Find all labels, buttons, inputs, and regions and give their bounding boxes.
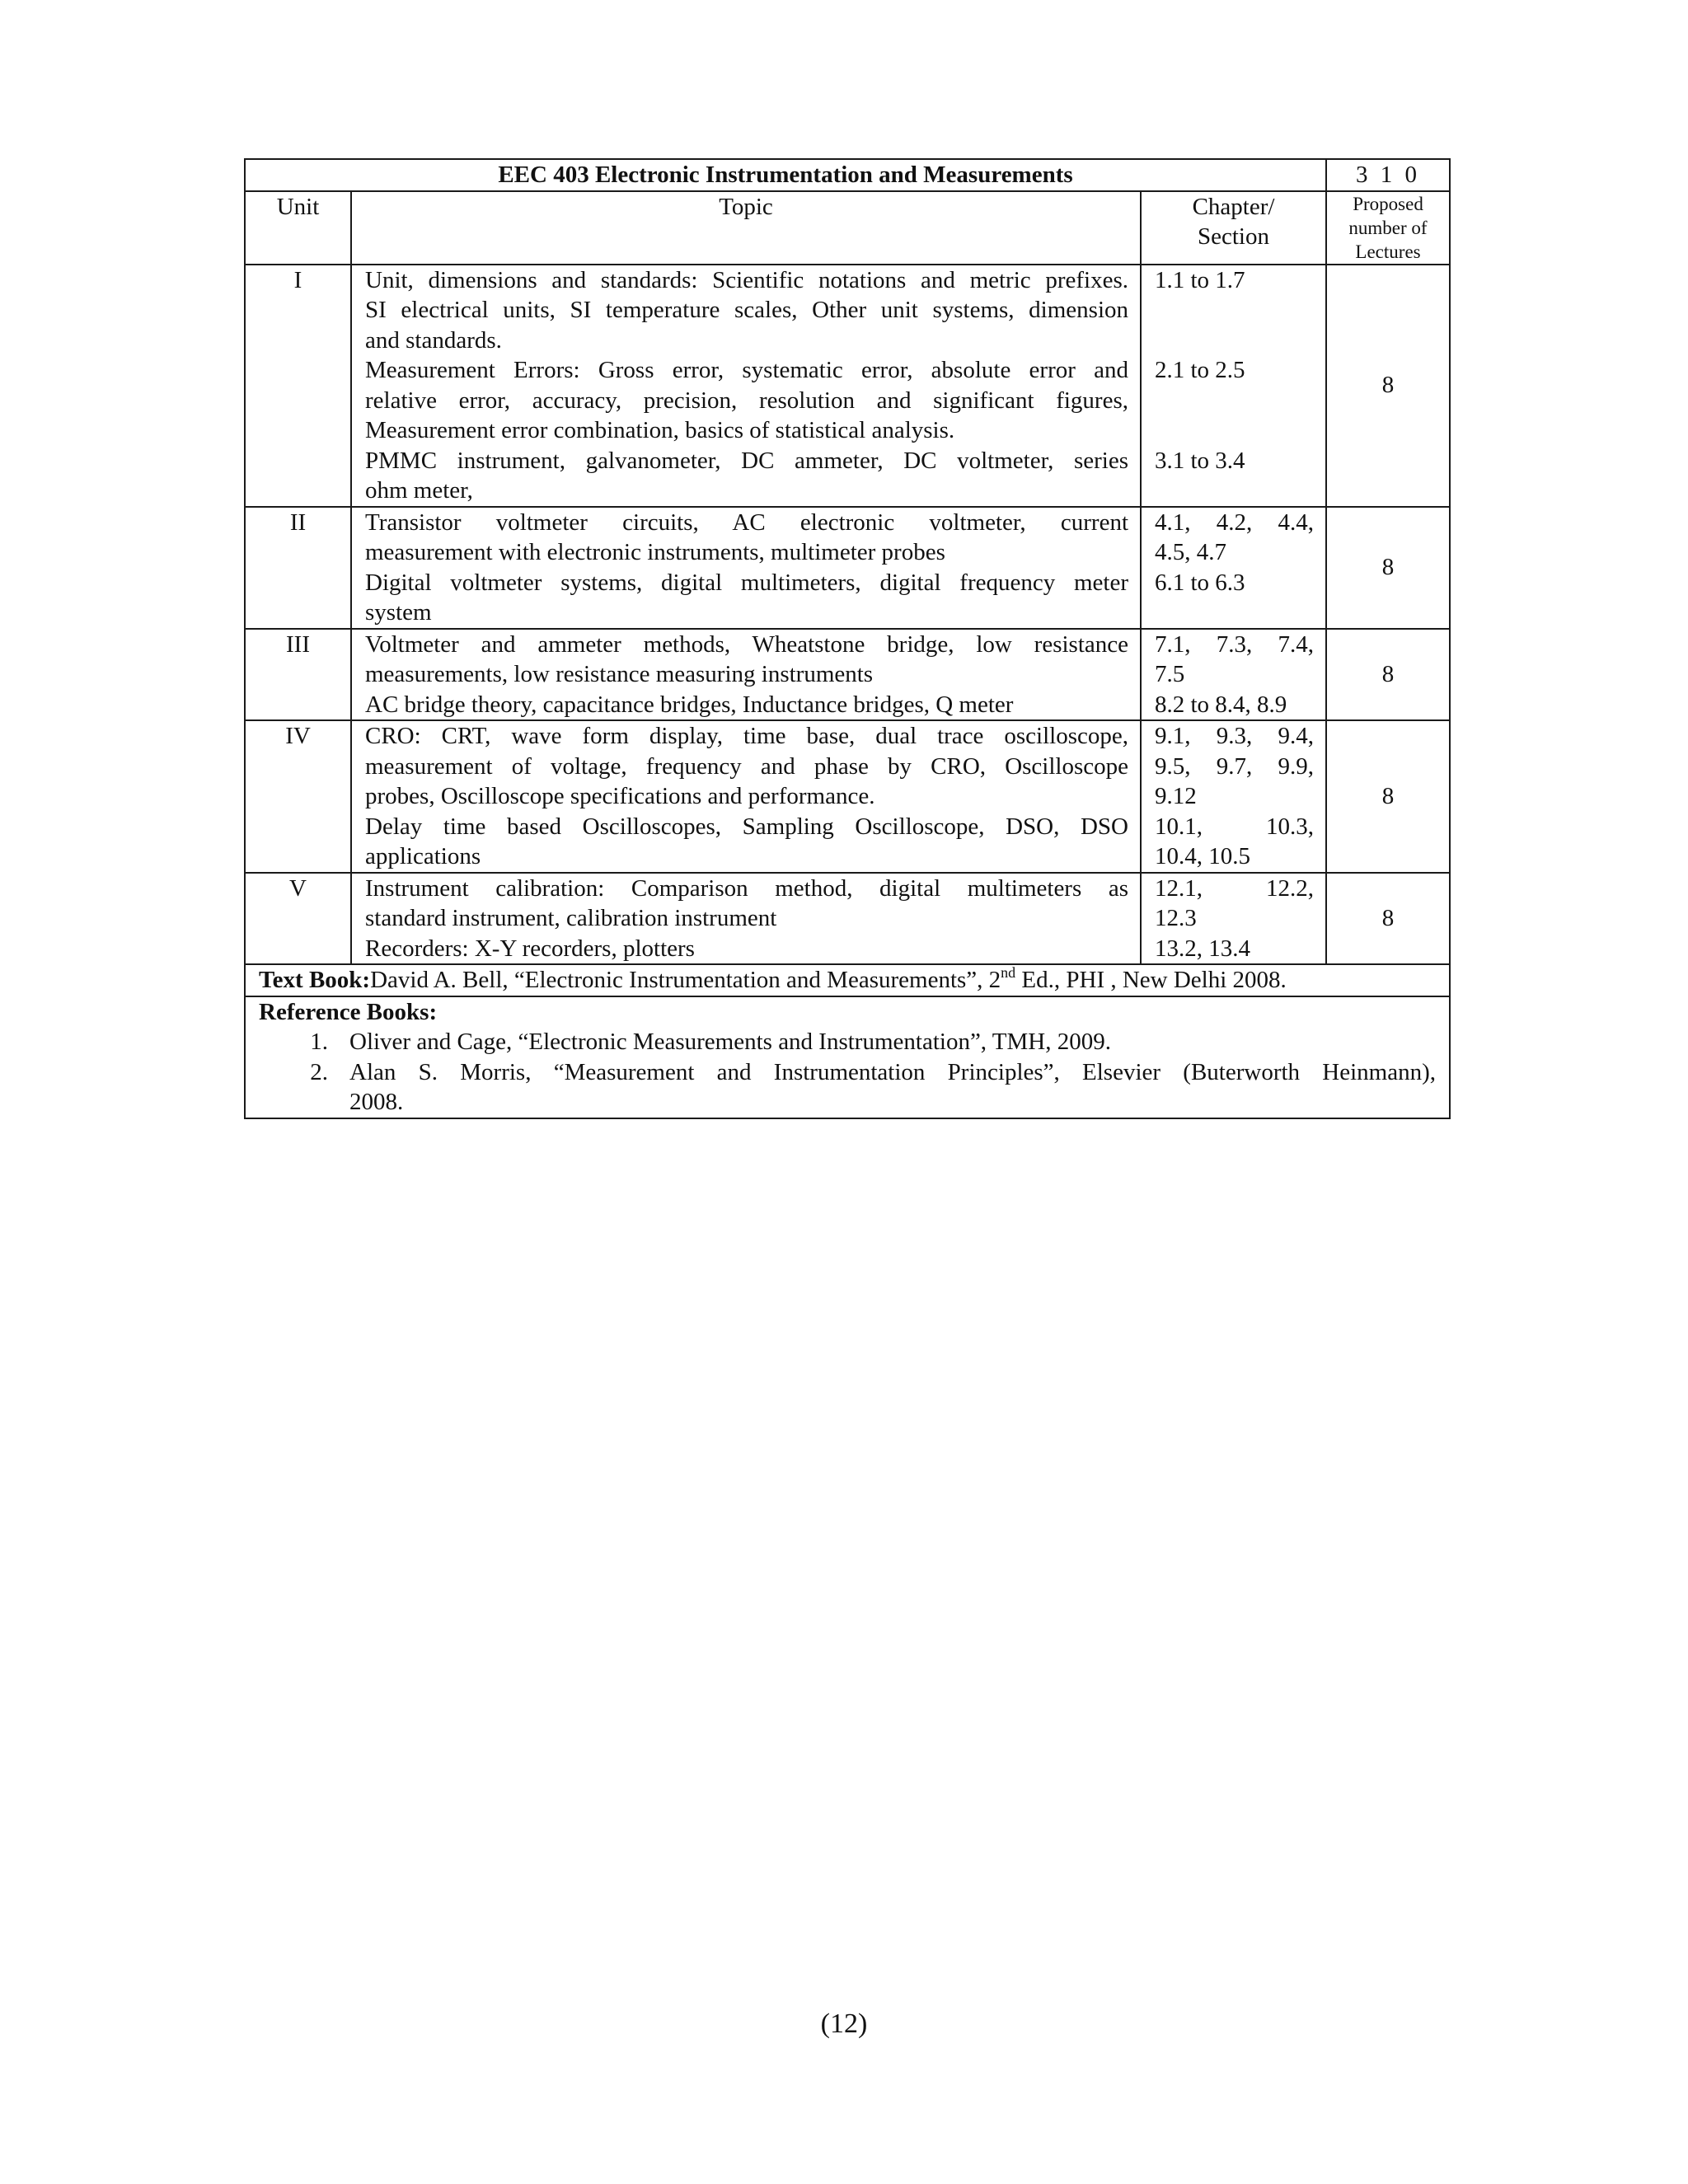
chapter-line: 4.5, 4.7 bbox=[1155, 539, 1226, 565]
chapter-line: 6.1 to 6.3 bbox=[1155, 569, 1245, 596]
topic-line: Digital voltmeter systems, digital multimeters, digital frequency meter bbox=[365, 569, 1128, 596]
unit-topics bbox=[351, 873, 1141, 965]
unit-number: V bbox=[245, 873, 351, 965]
unit-lectures: 8 bbox=[1326, 629, 1450, 721]
text-book-publisher: Ed., PHI , New Delhi 2008. bbox=[1015, 967, 1287, 993]
unit-number: II bbox=[245, 507, 351, 629]
reference-text: Oliver and Cage, “Electronic Measurements and Instrumentation”, TMH, 2009. bbox=[349, 1029, 1111, 1055]
reference-text bbox=[349, 1057, 1436, 1118]
topic-line: measurement with electronic instruments, multimeter probes bbox=[365, 539, 945, 565]
unit-lectures: 8 bbox=[1326, 507, 1450, 629]
header-unit: Unit bbox=[245, 191, 351, 265]
topic-line: Delay time based Oscilloscopes, Sampling Oscilloscope, DSO, DSO bbox=[365, 813, 1128, 840]
topic-line: measurement of voltage, frequency and phase by CRO, Oscilloscope bbox=[365, 752, 1128, 780]
header-topic: Topic bbox=[351, 191, 1141, 265]
course-credits: 3 1 0 bbox=[1326, 159, 1450, 191]
header-row bbox=[245, 191, 1450, 265]
unit-lectures: 8 bbox=[1326, 720, 1450, 873]
chapter-line: 8.2 to 8.4, 8.9 bbox=[1155, 691, 1287, 718]
reference-books-row bbox=[245, 996, 1450, 1118]
unit-chapters bbox=[1141, 265, 1326, 507]
chapter-line: 9.12 bbox=[1155, 783, 1197, 809]
reference-item bbox=[259, 1027, 1436, 1057]
unit-number: III bbox=[245, 629, 351, 721]
topic-line: CRO: CRT, wave form display, time base, dual trace oscilloscope, bbox=[365, 723, 1128, 749]
reference-number: 2. bbox=[310, 1058, 328, 1085]
topic-line: SI electrical units, SI temperature scales, Other unit systems, dimension bbox=[365, 297, 1128, 323]
unit-lectures: 8 bbox=[1326, 873, 1450, 965]
chapter-line: 9.5, 9.7, 9.9, bbox=[1155, 752, 1315, 780]
chapter-line: 7.1, 7.3, 7.4, bbox=[1155, 630, 1315, 658]
chapter-line: 10.1, 10.3, bbox=[1155, 813, 1315, 840]
header-lectures-line: Lectures bbox=[1355, 241, 1421, 262]
topic-line: Voltmeter and ammeter methods, Wheatstone bridge, low resistance bbox=[365, 630, 1128, 658]
text-book-edition-suffix: nd bbox=[1001, 964, 1016, 981]
reference-books bbox=[245, 996, 1450, 1118]
header-chapter bbox=[1141, 191, 1326, 265]
header-lectures-line: number of bbox=[1348, 217, 1428, 238]
reference-books-heading: Reference Books: bbox=[259, 998, 438, 1025]
reference-number: 1. bbox=[310, 1029, 328, 1055]
unit-chapters bbox=[1141, 720, 1326, 873]
chapter-line: 4.1, 4.2, 4.4, bbox=[1155, 509, 1315, 536]
topic-line: AC bridge theory, capacitance bridges, Inductance bridges, Q meter bbox=[365, 691, 1014, 718]
text-book-label: Text Book: bbox=[259, 967, 371, 993]
topic-line: Measurement Errors: Gross error, systematic error, absolute error and bbox=[365, 357, 1128, 383]
topic-line: Instrument calibration: Comparison method, digital multimeters as bbox=[365, 874, 1128, 902]
topic-line: applications bbox=[365, 843, 481, 869]
syllabus-table bbox=[244, 158, 1451, 1119]
unit-chapters bbox=[1141, 873, 1326, 965]
course-title: EEC 403 Electronic Instrumentation and Measurements bbox=[245, 159, 1326, 191]
chapter-line: 10.4, 10.5 bbox=[1155, 843, 1250, 869]
unit-topics bbox=[351, 507, 1141, 629]
unit-topics bbox=[351, 265, 1141, 507]
topic-line: Measurement error combination, basics of statistical analysis. bbox=[365, 417, 955, 443]
topic-line: and standards. bbox=[365, 326, 502, 354]
unit-row bbox=[245, 720, 1450, 873]
topic-line: standard instrument, calibration instrument bbox=[365, 905, 777, 931]
topic-line: Unit, dimensions and standards: Scientific notations and metric prefixes. bbox=[365, 266, 1128, 293]
unit-row bbox=[245, 265, 1450, 507]
header-lectures bbox=[1326, 191, 1450, 265]
unit-row bbox=[245, 629, 1450, 721]
unit-topics bbox=[351, 629, 1141, 721]
header-lectures-line: Proposed bbox=[1353, 193, 1423, 214]
unit-chapters bbox=[1141, 629, 1326, 721]
chapter-line: 3.1 to 3.4 bbox=[1155, 447, 1245, 474]
reference-item bbox=[259, 1057, 1436, 1118]
chapter-line: 9.1, 9.3, 9.4, bbox=[1155, 723, 1315, 749]
unit-number: I bbox=[245, 265, 351, 507]
topic-line: relative error, accuracy, precision, resolution and significant figures, bbox=[365, 387, 1128, 414]
topic-line: probes, Oscilloscope specifications and performance. bbox=[365, 783, 875, 809]
unit-row bbox=[245, 507, 1450, 629]
title-row bbox=[245, 159, 1450, 191]
reference-text-line: Alan S. Morris, “Measurement and Instrumentation Principles”, Elsevier (Buterworth Heinmann), bbox=[349, 1058, 1437, 1085]
chapter-line: 7.5 bbox=[1155, 661, 1185, 687]
chapter-line: 2.1 to 2.5 bbox=[1155, 357, 1245, 383]
page-number: (12) bbox=[820, 2008, 868, 2039]
text-book-row bbox=[245, 964, 1450, 996]
chapter-line: 1.1 to 1.7 bbox=[1155, 266, 1245, 293]
topic-line: ohm meter, bbox=[365, 477, 473, 504]
text-book-citation: David A. Bell, “Electronic Instrumentation and Measurements”, 2 bbox=[370, 967, 1001, 993]
unit-row bbox=[245, 873, 1450, 965]
topic-line: Transistor voltmeter circuits, AC electronic voltmeter, current bbox=[365, 509, 1128, 536]
text-book bbox=[245, 964, 1450, 996]
unit-chapters bbox=[1141, 507, 1326, 629]
unit-number: IV bbox=[245, 720, 351, 873]
header-chapter-line: Section bbox=[1198, 223, 1269, 250]
topic-line: Recorders: X-Y recorders, plotters bbox=[365, 935, 695, 962]
chapter-line: 13.2, 13.4 bbox=[1155, 935, 1250, 962]
header-chapter-line: Chapter/ bbox=[1192, 193, 1275, 220]
unit-lectures: 8 bbox=[1326, 265, 1450, 507]
topic-line: PMMC instrument, galvanometer, DC ammeter, DC voltmeter, series bbox=[365, 447, 1128, 474]
topic-line: system bbox=[365, 599, 432, 626]
unit-topics bbox=[351, 720, 1141, 873]
chapter-line: 12.3 bbox=[1155, 905, 1197, 931]
reference-text-line: 2008. bbox=[349, 1089, 404, 1115]
topic-line: measurements, low resistance measuring instruments bbox=[365, 661, 874, 687]
chapter-line: 12.1, 12.2, bbox=[1155, 874, 1315, 902]
